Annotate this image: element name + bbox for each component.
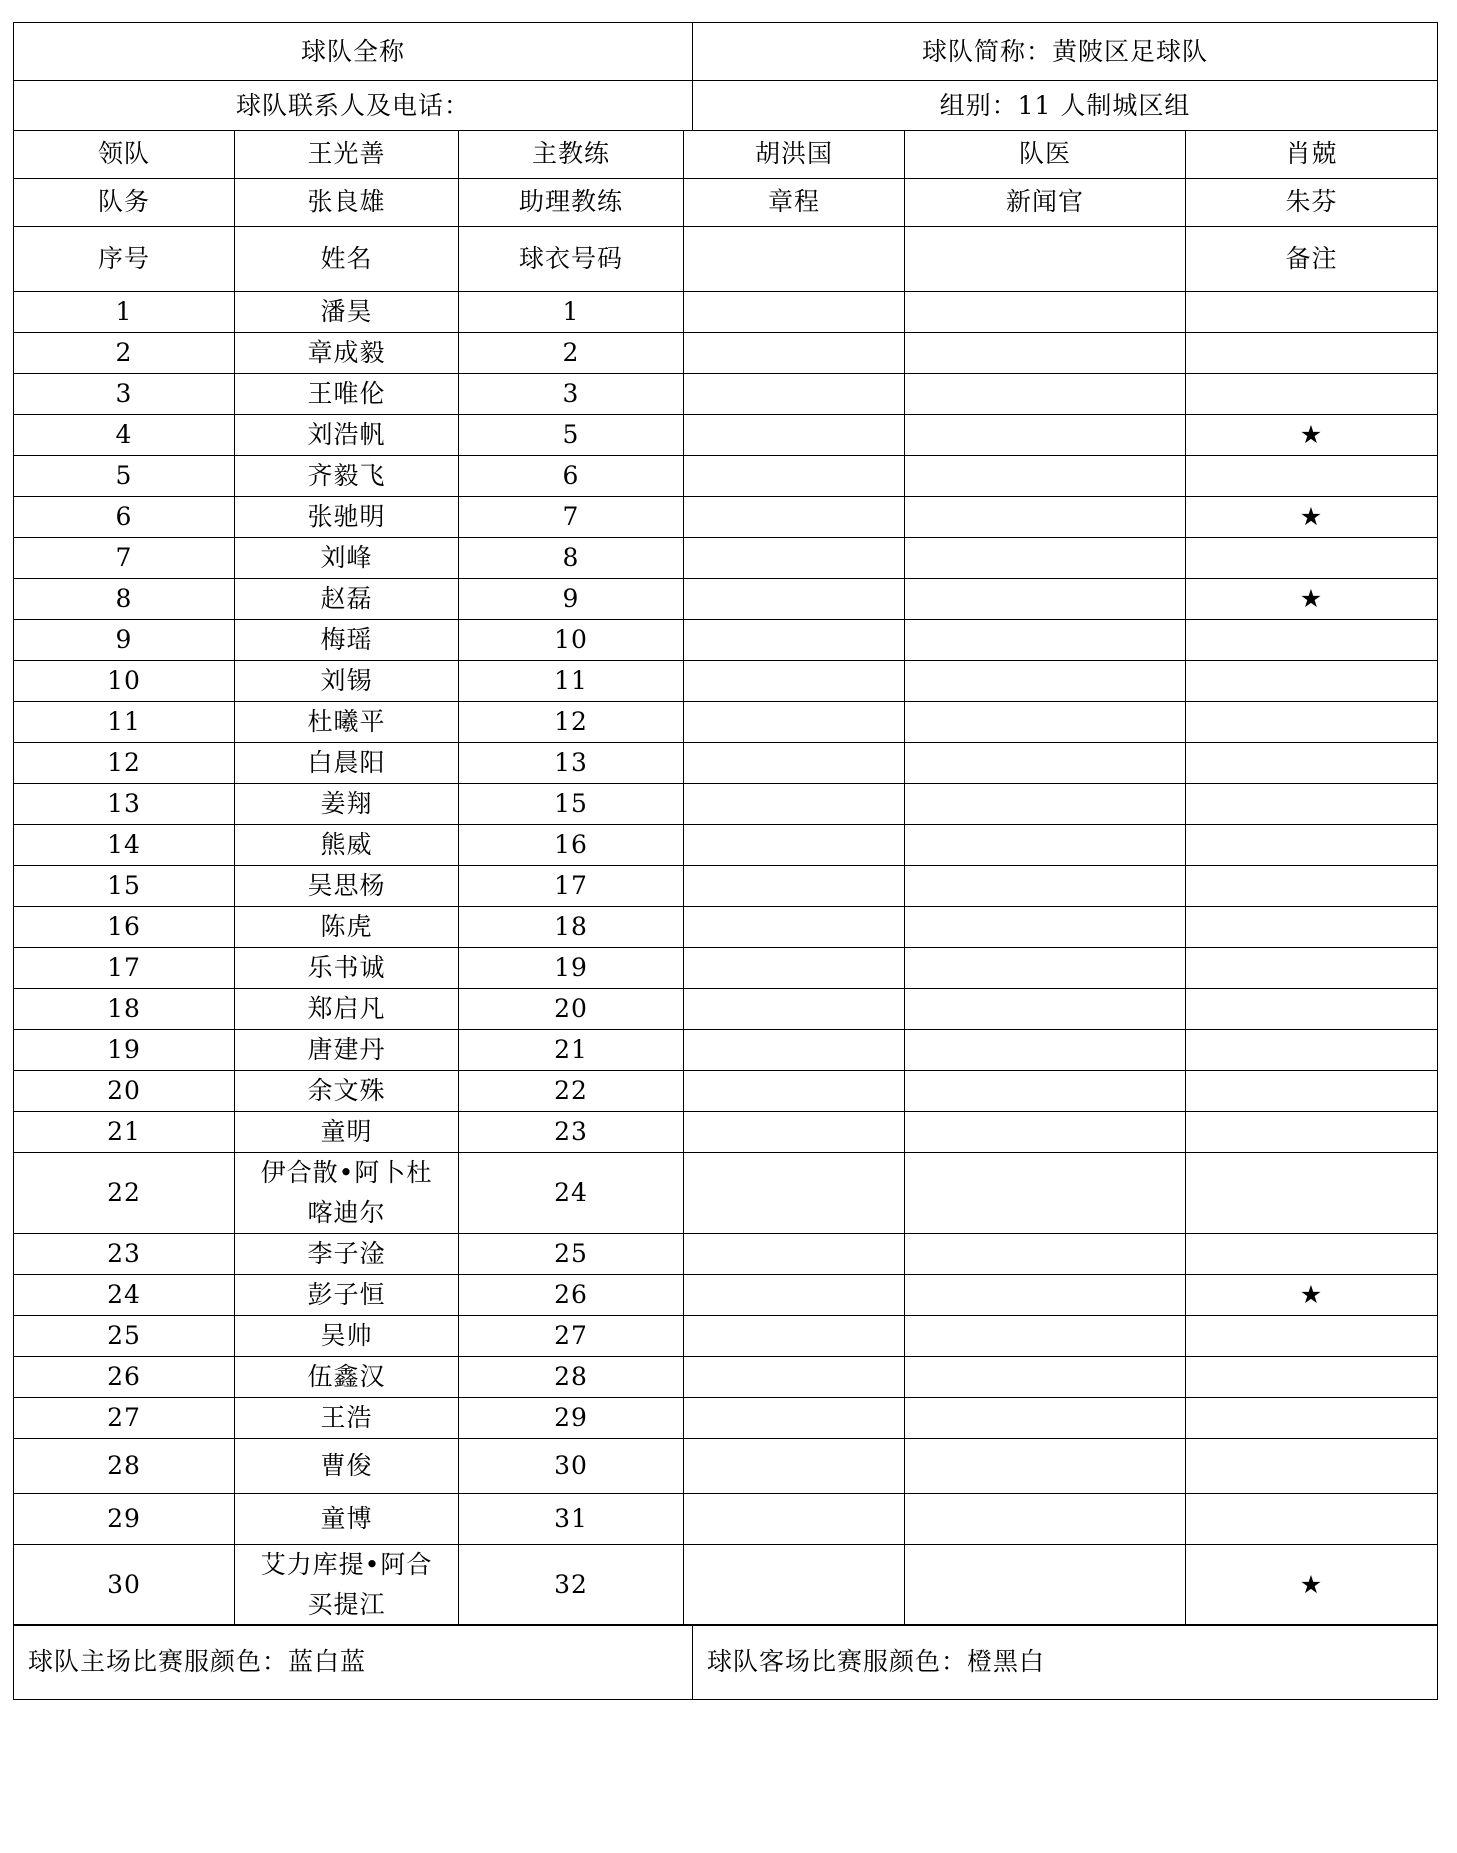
player-note [1186, 1029, 1438, 1070]
table-row [14, 660, 1438, 701]
player-note [1186, 455, 1438, 496]
player-note [1186, 1233, 1438, 1274]
player-blank-2 [905, 291, 1186, 332]
player-note [1186, 1397, 1438, 1438]
player-index: 17 [14, 947, 235, 988]
player-index: 16 [14, 906, 235, 947]
player-number: 5 [459, 414, 684, 455]
table-row [14, 1233, 1438, 1274]
player-blank-2 [905, 1356, 1186, 1397]
team-full-name-label: 球队全称 [14, 23, 693, 81]
player-number: 16 [459, 824, 684, 865]
player-note: ★ [1186, 1544, 1438, 1625]
table-row [14, 1315, 1438, 1356]
player-blank-1 [684, 701, 905, 742]
column-header-index: 序号 [14, 226, 235, 291]
player-blank-1 [684, 578, 905, 619]
player-note [1186, 1070, 1438, 1111]
player-index: 29 [14, 1493, 235, 1544]
player-blank-1 [684, 824, 905, 865]
team-doctor-name: 肖兢 [1186, 130, 1438, 178]
player-name: 赵磊 [235, 578, 459, 619]
team-info-table [13, 22, 1438, 131]
player-blank-2 [905, 332, 1186, 373]
player-blank-1 [684, 1544, 905, 1625]
player-number: 27 [459, 1315, 684, 1356]
player-name: 郑启凡 [235, 988, 459, 1029]
table-row [14, 496, 1438, 537]
player-note [1186, 1493, 1438, 1544]
player-note [1186, 1438, 1438, 1493]
player-blank-1 [684, 1070, 905, 1111]
player-blank-2 [905, 537, 1186, 578]
player-name: 王唯伦 [235, 373, 459, 414]
player-blank-1 [684, 455, 905, 496]
assistant-coach-name: 章程 [684, 178, 905, 226]
column-header-number: 球衣号码 [459, 226, 684, 291]
head-coach-label: 主教练 [459, 130, 684, 178]
player-blank-2 [905, 865, 1186, 906]
roster-header-row [14, 226, 1438, 291]
player-note: ★ [1186, 496, 1438, 537]
player-name: 梅瑶 [235, 619, 459, 660]
player-blank-1 [684, 865, 905, 906]
player-number: 23 [459, 1111, 684, 1152]
column-header-blank-2 [905, 226, 1186, 291]
team-name-row [14, 23, 1438, 81]
player-number: 13 [459, 742, 684, 783]
player-index: 21 [14, 1111, 235, 1152]
player-number: 28 [459, 1356, 684, 1397]
player-number: 1 [459, 291, 684, 332]
player-index: 3 [14, 373, 235, 414]
player-blank-2 [905, 619, 1186, 660]
player-name: 刘浩帆 [235, 414, 459, 455]
player-index: 27 [14, 1397, 235, 1438]
player-index: 18 [14, 988, 235, 1029]
player-index: 25 [14, 1315, 235, 1356]
player-blank-2 [905, 1544, 1186, 1625]
table-row [14, 1274, 1438, 1315]
team-contact-row [14, 81, 1438, 131]
player-note [1186, 947, 1438, 988]
player-number: 11 [459, 660, 684, 701]
player-number: 30 [459, 1438, 684, 1493]
player-name: 刘锡 [235, 660, 459, 701]
player-index: 14 [14, 824, 235, 865]
table-row [14, 332, 1438, 373]
team-group-label: 组别： [939, 90, 1018, 120]
column-header-note: 备注 [1186, 226, 1438, 291]
player-number: 18 [459, 906, 684, 947]
team-short-name-value: 黄陂区足球队 [1052, 36, 1209, 66]
team-affairs-label: 队务 [14, 178, 235, 226]
team-group-value: 11 人制城区组 [1017, 90, 1191, 120]
player-blank-2 [905, 496, 1186, 537]
player-blank-2 [905, 455, 1186, 496]
player-name: 吴帅 [235, 1315, 459, 1356]
player-index: 20 [14, 1070, 235, 1111]
player-blank-1 [684, 496, 905, 537]
player-name: 童明 [235, 1111, 459, 1152]
player-note [1186, 824, 1438, 865]
column-header-blank-1 [684, 226, 905, 291]
player-blank-2 [905, 947, 1186, 988]
player-blank-2 [905, 1111, 1186, 1152]
player-number: 17 [459, 865, 684, 906]
player-index: 7 [14, 537, 235, 578]
player-number: 26 [459, 1274, 684, 1315]
player-index: 13 [14, 783, 235, 824]
player-blank-1 [684, 988, 905, 1029]
away-kit-cell [693, 1625, 1438, 1700]
player-number: 10 [459, 619, 684, 660]
player-note [1186, 1356, 1438, 1397]
home-kit-value: 蓝白蓝 [288, 1647, 367, 1676]
roster-table [13, 130, 1438, 1626]
assistant-coach-label: 助理教练 [459, 178, 684, 226]
table-row [14, 1493, 1438, 1544]
leader-label: 领队 [14, 130, 235, 178]
player-blank-1 [684, 1397, 905, 1438]
player-name: 潘昊 [235, 291, 459, 332]
player-index: 5 [14, 455, 235, 496]
player-blank-2 [905, 1070, 1186, 1111]
player-blank-2 [905, 906, 1186, 947]
player-number: 3 [459, 373, 684, 414]
player-blank-2 [905, 373, 1186, 414]
player-name: 张驰明 [235, 496, 459, 537]
away-kit-label: 球队客场比赛服颜色： [707, 1647, 968, 1676]
player-number: 31 [459, 1493, 684, 1544]
player-blank-1 [684, 1152, 905, 1233]
player-number: 24 [459, 1152, 684, 1233]
player-blank-1 [684, 1315, 905, 1356]
player-index: 26 [14, 1356, 235, 1397]
player-name: 白晨阳 [235, 742, 459, 783]
player-blank-2 [905, 660, 1186, 701]
team-contact-label: 球队联系人及电话： [14, 81, 693, 131]
table-row [14, 619, 1438, 660]
player-note [1186, 783, 1438, 824]
table-row [14, 1397, 1438, 1438]
player-blank-1 [684, 1274, 905, 1315]
player-blank-1 [684, 742, 905, 783]
player-index: 30 [14, 1544, 235, 1625]
player-blank-1 [684, 373, 905, 414]
player-note: ★ [1186, 578, 1438, 619]
player-index: 23 [14, 1233, 235, 1274]
player-number: 7 [459, 496, 684, 537]
player-name: 童博 [235, 1493, 459, 1544]
player-blank-1 [684, 1111, 905, 1152]
player-number: 29 [459, 1397, 684, 1438]
player-index: 8 [14, 578, 235, 619]
player-blank-1 [684, 1356, 905, 1397]
player-blank-2 [905, 578, 1186, 619]
player-blank-1 [684, 619, 905, 660]
player-blank-2 [905, 1152, 1186, 1233]
table-row [14, 1544, 1438, 1625]
player-note [1186, 291, 1438, 332]
player-number: 6 [459, 455, 684, 496]
player-blank-2 [905, 701, 1186, 742]
player-index: 22 [14, 1152, 235, 1233]
table-row [14, 291, 1438, 332]
table-row [14, 906, 1438, 947]
player-note [1186, 701, 1438, 742]
player-number: 2 [459, 332, 684, 373]
table-row [14, 373, 1438, 414]
head-coach-name: 胡洪国 [684, 130, 905, 178]
player-name: 章成毅 [235, 332, 459, 373]
player-blank-2 [905, 414, 1186, 455]
player-name: 王浩 [235, 1397, 459, 1438]
player-note [1186, 906, 1438, 947]
player-number: 21 [459, 1029, 684, 1070]
table-row [14, 947, 1438, 988]
player-note: ★ [1186, 414, 1438, 455]
player-note [1186, 742, 1438, 783]
player-index: 1 [14, 291, 235, 332]
player-name: 伍鑫汉 [235, 1356, 459, 1397]
player-number: 15 [459, 783, 684, 824]
player-blank-1 [684, 947, 905, 988]
team-short-name-label: 球队简称： [921, 36, 1052, 66]
player-blank-1 [684, 1493, 905, 1544]
table-row [14, 742, 1438, 783]
column-header-name: 姓名 [235, 226, 459, 291]
player-blank-1 [684, 332, 905, 373]
player-name: 杜曦平 [235, 701, 459, 742]
player-blank-2 [905, 1233, 1186, 1274]
table-row [14, 701, 1438, 742]
player-note [1186, 865, 1438, 906]
table-row [14, 1111, 1438, 1152]
staff-row-2 [14, 178, 1438, 226]
player-index: 11 [14, 701, 235, 742]
player-note [1186, 373, 1438, 414]
player-name: 伊合散•阿卜杜喀迪尔 [235, 1152, 459, 1233]
player-number: 25 [459, 1233, 684, 1274]
player-name: 曹俊 [235, 1438, 459, 1493]
player-blank-2 [905, 824, 1186, 865]
table-row [14, 783, 1438, 824]
player-blank-2 [905, 1493, 1186, 1544]
player-blank-2 [905, 1438, 1186, 1493]
player-name: 唐建丹 [235, 1029, 459, 1070]
player-note [1186, 1315, 1438, 1356]
table-row [14, 414, 1438, 455]
player-number: 32 [459, 1544, 684, 1625]
player-number: 8 [459, 537, 684, 578]
player-index: 10 [14, 660, 235, 701]
player-name: 陈虎 [235, 906, 459, 947]
player-index: 6 [14, 496, 235, 537]
player-blank-1 [684, 291, 905, 332]
player-blank-2 [905, 1315, 1186, 1356]
table-row [14, 824, 1438, 865]
player-name: 熊威 [235, 824, 459, 865]
team-affairs-name: 张良雄 [235, 178, 459, 226]
player-number: 19 [459, 947, 684, 988]
press-officer-label: 新闻官 [905, 178, 1186, 226]
player-note [1186, 332, 1438, 373]
player-note [1186, 537, 1438, 578]
player-blank-2 [905, 1274, 1186, 1315]
player-number: 22 [459, 1070, 684, 1111]
player-note [1186, 1111, 1438, 1152]
player-blank-1 [684, 660, 905, 701]
player-note [1186, 619, 1438, 660]
player-blank-2 [905, 742, 1186, 783]
player-blank-1 [684, 414, 905, 455]
player-index: 9 [14, 619, 235, 660]
staff-row-1 [14, 130, 1438, 178]
away-kit-value: 橙黑白 [967, 1647, 1046, 1676]
table-row [14, 865, 1438, 906]
player-note [1186, 988, 1438, 1029]
player-index: 12 [14, 742, 235, 783]
player-number: 9 [459, 578, 684, 619]
team-short-name-cell [693, 23, 1438, 81]
player-name: 余文殊 [235, 1070, 459, 1111]
home-kit-label: 球队主场比赛服颜色： [28, 1647, 289, 1676]
player-note [1186, 1152, 1438, 1233]
player-name: 齐毅飞 [235, 455, 459, 496]
table-row [14, 578, 1438, 619]
player-blank-1 [684, 783, 905, 824]
player-blank-2 [905, 988, 1186, 1029]
player-name: 艾力库提•阿合买提江 [235, 1544, 459, 1625]
player-blank-1 [684, 1029, 905, 1070]
player-number: 12 [459, 701, 684, 742]
player-index: 15 [14, 865, 235, 906]
player-blank-2 [905, 1029, 1186, 1070]
table-row [14, 1438, 1438, 1493]
team-registration-form [13, 22, 1437, 1830]
player-index: 24 [14, 1274, 235, 1315]
table-row [14, 1029, 1438, 1070]
player-index: 28 [14, 1438, 235, 1493]
table-row [14, 1070, 1438, 1111]
player-blank-1 [684, 1233, 905, 1274]
table-row [14, 1152, 1438, 1233]
player-name: 彭子恒 [235, 1274, 459, 1315]
table-row [14, 988, 1438, 1029]
kit-colors-row [14, 1625, 1438, 1700]
table-row [14, 455, 1438, 496]
player-note [1186, 660, 1438, 701]
player-index: 4 [14, 414, 235, 455]
player-name: 乐书诚 [235, 947, 459, 988]
kit-colors-table [13, 1624, 1438, 1700]
team-group-cell [693, 81, 1438, 131]
home-kit-cell [14, 1625, 693, 1700]
player-name: 姜翔 [235, 783, 459, 824]
player-blank-2 [905, 1397, 1186, 1438]
table-row [14, 1356, 1438, 1397]
table-row [14, 537, 1438, 578]
player-blank-1 [684, 906, 905, 947]
player-blank-1 [684, 537, 905, 578]
player-blank-2 [905, 783, 1186, 824]
player-index: 2 [14, 332, 235, 373]
player-number: 20 [459, 988, 684, 1029]
player-index: 19 [14, 1029, 235, 1070]
team-doctor-label: 队医 [905, 130, 1186, 178]
player-name: 刘峰 [235, 537, 459, 578]
leader-name: 王光善 [235, 130, 459, 178]
player-blank-1 [684, 1438, 905, 1493]
press-officer-name: 朱芬 [1186, 178, 1438, 226]
player-note: ★ [1186, 1274, 1438, 1315]
player-name: 李子淦 [235, 1233, 459, 1274]
player-name: 吴思杨 [235, 865, 459, 906]
